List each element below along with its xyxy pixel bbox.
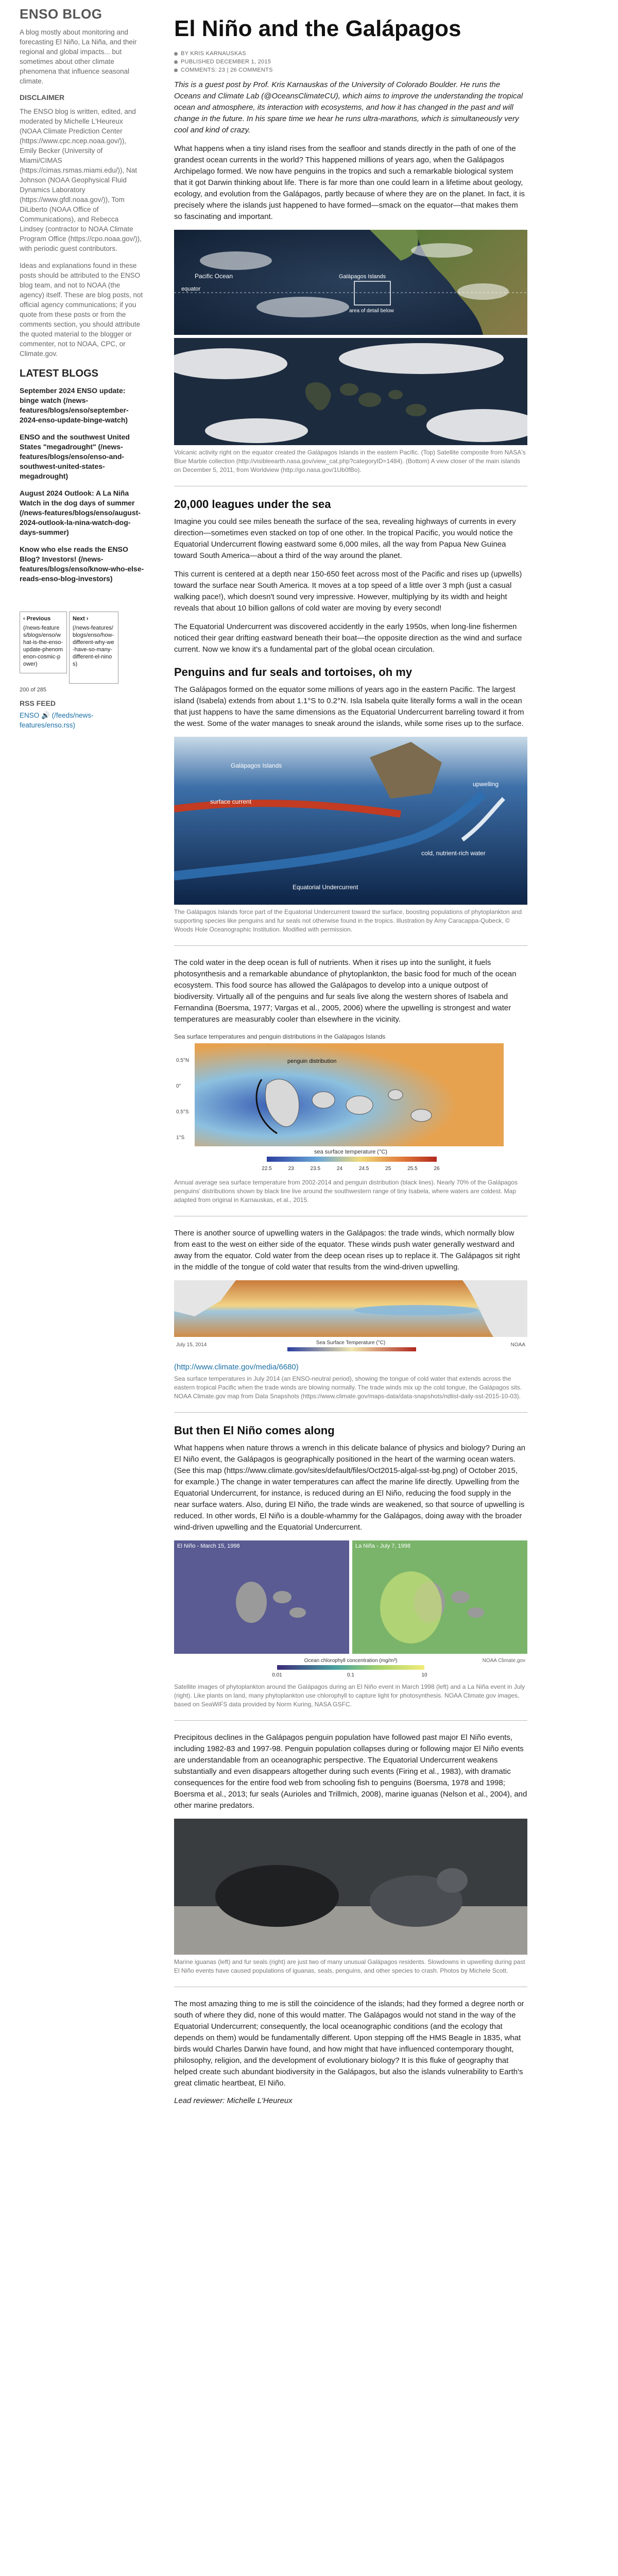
lat-tick: 0.5°N — [176, 1058, 190, 1063]
disclaimer-paragraph-1[interactable]: The ENSO blog is written, edited, and moderated by Michelle L'Heureux (NOAA Climate Prediction Center (https://www.cpc.ncep.noaa.gov/)), Emily Becker (University of Miami/CIMAS (https://cimas.rsmas.miami.edu/)), Nat Johnson (NOAA Geophysical Fluid Dynamics Laboratory (https://www.gfdl.noaa.gov/)), Tom DiLiberto (NOAA Office of Communications), and Rebecca Lindsey (contractor to NOAA Climate Program Office (https://cpo.noaa.gov/)), with periodic guest contributors. — [20, 108, 142, 252]
diagram-background — [174, 737, 527, 905]
next-post-link[interactable] — [69, 612, 118, 684]
media-link[interactable]: (http://www.climate.gov/media/6680) — [174, 1363, 299, 1371]
map-label-detail: area of detail below — [349, 308, 394, 314]
sst2-legend-bar — [287, 1347, 416, 1351]
map-label-pacific: Pacific Ocean — [195, 273, 233, 280]
legend-tick-label: 23 — [288, 1166, 294, 1172]
diagram-label-upwelling: upwelling — [473, 781, 499, 788]
paragraph: The most amazing thing to me is still the coincidence of the islands; had they formed a degree north or south of where they did, none of this would matter. The Galápagos would not stand in the way of the Equatorial Undercurrent; consequently, the local oceanographic conditions (and the ecology that depends on them) would be fundamentally different. Upon stepping off the HMS Beagle in 1835, what birds would Charles Darwin have found, and how might that have influenced contemporary thought, philosophy, religion, and the development of evolutionary biology? It is this fluke of geography that helped create such abundant biodiversity in the Galápagos, but also the islands vulnerability to Earth's great climatic heartbeat, El Niño. — [174, 1999, 524, 2088]
figure-caption: Annual average sea surface temperature from 2002-2014 and penguin distribution (black lines). Nearly 70% of the Galápagos penguins' distributions shown by black line live around the southwestern range of tiny Isabela, where waters are coldest. Map adapted from original in Karnauskas, et al., 2015. — [174, 1179, 518, 1204]
author-icon — [174, 52, 178, 56]
section-heading: But then El Niño comes along — [174, 1424, 335, 1437]
latest-blog-link[interactable]: August 2024 Outlook: A La Niña Watch in the dog days of summer (/news-features/blogs/enso/august-2024-outlook-la-nina-watch-dog-days-summer) — [20, 489, 141, 536]
map-label-galapagos: Galápagos Islands — [339, 274, 386, 280]
figure-caption: Sea surface temperatures in July 2014 (an ENSO-neutral period), showing the tongue of cold water that extends across the eastern tropical Pacific when the trade winds are blowing normally. The trade winds mix up the cold tongue, the Galápagos sits. NOAA Climate.gov map from Data Snapshots (https://www.climate.gov/maps-data/data-snapshots/ndlist-daily-sst-2015-10-03). — [174, 1375, 522, 1400]
article-meta — [174, 49, 527, 74]
rss-feed-title: RSS FEED — [20, 699, 56, 707]
undercurrent-diagram — [174, 737, 527, 905]
sst-penguin-map — [174, 1032, 527, 1175]
iguana-shape — [215, 1865, 339, 1927]
chlorophyll-comparison — [174, 1540, 527, 1680]
sst2-credit: NOAA — [510, 1342, 525, 1348]
paragraph: Precipitous declines in the Galápagos penguin population have followed past major El Niño events, including 1982-83 and 1997-98. Penguin population collapses during or following major El Niño events are understandable from an oceanographic perspective. The Equatorial Undercurrent weakens substantially and even disappears altogether during such events (Firing et al., 1983), with dramatic consequences for the entire food web from schooling fish to penguins (Boersma, 1978 and 1998; Boersma et al., 2013; fur seals (Aurioles and Trillmich, 2008), marine iguanas (Nelson et al., 2004), and other marine predators. — [174, 1733, 527, 1810]
post-navigation — [20, 591, 144, 693]
paragraph: The Galápagos formed on the equator some millions of years ago in the eastern Pacific. The largest island (Isabela) extends from about 1.1°S to 0.2°N. Isla Isabela quite literally forms a wall in the ocean that just happens to have the same dimensions as the Equatorial Undercurrent barreling toward it from the west. Some of the water manages to sneak around the islands, while some rises up to the surface. — [174, 685, 524, 728]
latest-blogs-title: LATEST BLOGS — [20, 368, 98, 379]
paragraph: The Equatorial Undercurrent was discovered accidently in the early 1950s, when long-line fishermen noticed their gear drifting eastward beneath their boat—the opposite direction as the wind and surface current. Now we know it's a fundamental part of the global ocean circulation. — [174, 622, 522, 654]
legend-tick-label: 22.5 — [262, 1166, 272, 1172]
calendar-icon — [174, 60, 178, 64]
article — [174, 15, 527, 2105]
divider — [174, 1720, 527, 1721]
lat-tick: 0° — [176, 1083, 181, 1089]
diagram-label-islands: Galápagos Islands — [231, 762, 282, 769]
lat-tick: 1°S — [176, 1135, 185, 1141]
wildlife-photo — [174, 1819, 527, 1955]
comment-icon — [174, 69, 178, 72]
legend-tick-label: 0.1 — [347, 1672, 354, 1678]
paragraph: What happens when a tiny island rises from the seafloor and stands directly in the path of one of the grandest ocean currents in the world? This happened millions of years ago, when the Galápagos Archipelago formed. We now have penguins in the tropics and such a remarkable biological system that it got Darwin thinking about life. There is far more than one could learn in a lifetime about geology, ecology, and evolution from the Galápagos, partly because of where they are on the planet. In fact, it is precisely where the islands just happened to have formed—smack on the equator—that makes them so fascinating and important. — [174, 144, 525, 221]
diagram-label-undercurrent: Equatorial Undercurrent — [293, 884, 358, 891]
satellite-maps — [174, 230, 527, 445]
section-heading: Penguins and fur seals and tortoises, oh my — [174, 666, 413, 679]
sst2-legend-label: Sea Surface Temperature (°C) — [316, 1340, 386, 1346]
paragraph: The cold water in the deep ocean is full of nutrients. When it rises up into the sunlight, it fuels photosynthesis and a remarkable abundance of phytoplankton, the basic food for much of the ocean ecosystem. This food source has allowed the Galápagos to develop into a unique outpost of biodiversity. Virtually all of the penguins and fur seals live along the western shores of Isabela and Fernandina (Boersma, 1977; Vargas et al., 2005, 2006) where the upwelling is strongest and water temperatures are measurably cooler than elsewhere in the vicinity. — [174, 958, 517, 1024]
divider — [174, 1412, 527, 1413]
blog-brand[interactable]: ENSO BLOG — [20, 6, 102, 22]
author[interactable]: BY KRIS KARNAUSKAS — [181, 50, 246, 57]
disclaimer-note: Ideas and explanations found in these posts should be attributed to the ENSO blog team, and not to NOAA (the agency) itself. These are blog posts, not official agency communications; if you quote from these posts or from the comments section, you should attribute the quoted material to the blogger or commenter, not to NOAA, CPC, or Climate.gov. — [20, 262, 143, 358]
cold-tongue — [354, 1305, 478, 1315]
sst-map-title: Sea surface temperatures and penguin distributions in the Galápagos Islands — [174, 1033, 386, 1040]
lead-reviewer: Lead reviewer: Michelle L'Heureux — [174, 2096, 293, 2105]
pacific-sst-map — [174, 1280, 527, 1358]
diagram-label-surface: surface current — [210, 798, 252, 805]
figure-caption: Satellite images of phytoplankton around the Galápagos during an El Niño event in March 1998 (left) and a La Niña event in July (right). Like plants on land, many phytoplankton use chlorophyll to capture light for photosynthesis. NOAA Climate.gov images, based on SeaWiFS data provided by Norm Kuring, NASA GSFC. — [174, 1683, 525, 1708]
paragraph: This current is centered at a depth near 150-650 feet across most of the Pacific and rises up (upwells) toward the surface near South America. It moves at a top speed of a little over 3 mph (just a casual walking pace!), which doesn't sound very impressive. However, multiplying by its width and height reveals that about 10 billion gallons of cold water are moving by every second! — [174, 570, 522, 613]
latest-blog-link[interactable]: Know who else reads the ENSO Blog? Investors! (/news-features/blogs/enso/know-who-else-reads-enso-blog-investors) — [20, 545, 144, 583]
paragraph: There is another source of upwelling waters in the Galápagos: the trade winds, which normally blow from east to the west on either side of the equator. These winds push water generally westward and away from the equator. Cold water from the deep ocean rises up to replace it. The Galápagos sit right in the middle of the tongue of cold water that results from the wind-driven upwelling. — [174, 1229, 520, 1272]
chl-legend-bar — [277, 1665, 424, 1670]
chl-legend-label: Ocean chlorophyll concentration (mg/m³) — [304, 1658, 398, 1664]
legend-tick-label: 25.5 — [407, 1166, 418, 1172]
next-label: Next › — [73, 616, 89, 622]
figure-caption: The Galápagos Islands force part of the Equatorial Undercurrent toward the surface, boosting populations of phytoplankton and supporting species like penguins and fur seals not otherwise found in the tropics. Illustration by Amy Caracappa-Qubeck, © Woods Hole Oceanographic Institution. Modified with permission. — [174, 908, 522, 933]
previous-post-link[interactable] — [20, 612, 67, 673]
legend-tick-label: 23.5 — [310, 1166, 321, 1172]
satellite-map-figure — [174, 230, 527, 445]
blog-intro: A blog mostly about monitoring and forecasting El Niño, La Niña, and their regional and global impacts... but sometimes about other climate phenomena that influence seasonal climate. — [20, 28, 137, 85]
legend-tick-label: 24 — [336, 1166, 342, 1172]
figure-caption: Marine iguanas (left) and fur seals (right) are just two of many unusual Galápagos residents. Slowdowns in upwelling during past El Niño events have caused populations of iguanas, seals, penguins, and other species to crash. Photos by Michele Scott. — [174, 1958, 525, 1974]
previous-label: ‹ Previous — [23, 616, 51, 622]
el-nino-title: El Niño - March 15, 1998 — [177, 1543, 240, 1549]
sidebar — [20, 6, 144, 730]
legend-tick-label: 26 — [434, 1166, 440, 1172]
legend-tick-label: 10 — [421, 1672, 427, 1678]
disclaimer-text — [20, 107, 144, 253]
divider — [174, 945, 527, 946]
sst-date: July 15, 2014 — [176, 1342, 207, 1348]
legend-tick-label: 25 — [385, 1166, 391, 1172]
sst-legend-label: sea surface temperature (°C) — [314, 1149, 387, 1155]
chl-credit: NOAA Climate.gov — [482, 1658, 525, 1664]
latest-blog-link[interactable]: September 2024 ENSO update: binge watch (/news-features/blogs/enso/september-2024-enso-update-binge-watch) — [20, 386, 129, 424]
disclaimer-label: DISCLAIMER — [20, 93, 65, 101]
la-nina-title: La Niña - July 7, 1998 — [355, 1543, 411, 1549]
map-label-equator: equator — [181, 286, 201, 292]
paragraph: What happens when nature throws a wrench in this delicate balance of physics and biology? During an El Niño event, the Galápagos is geographically positioned in the heart of the warming ocean waters. (See this map (https://www.climate.gov/sites/default/files/Oct2015-algal-sst-bg.png) of October 2015, for example.) The change in water temperatures can affect the marine life directly. Upwelling from the Equatorial Undercurrent, for instance, is reduced during an El Niño, reducing the food supply in the near surface waters. Also, during El Niño, the trade winds are weakened, so that source of upwelling is reduced. In other words, El Niño is a double-whammy for the Galápagos, doing away with the broader wind-driven upwelling and the Equatorial Undercurrent. — [174, 1444, 526, 1532]
penguin-annotation: penguin distribution — [287, 1058, 337, 1064]
lat-tick: 0.5°S — [176, 1109, 189, 1115]
paragraph: Imagine you could see miles beneath the surface of the sea, revealing highways of currents in every direction—sometimes even stacked on top of one other. In the tropical Pacific, you would notice the Equatorial Undercurrent flowing eastward some 6,000 miles, all the way from Papua New Guinea toward South America—about a third of the way around the planet. — [174, 517, 516, 560]
article-title: El Niño and the Galápagos — [174, 16, 461, 41]
post-count: 200 of 285 — [20, 687, 46, 693]
latest-blog-link[interactable]: ENSO and the southwest United States "megadrought" (/news-features/blogs/enso/enso-and-southwest-united-states-megadrought) — [20, 433, 130, 480]
sst-legend-ticks — [262, 1166, 440, 1172]
publish-date: PUBLISHED DECEMBER 1, 2015 — [181, 59, 271, 65]
chl-legend-ticks — [272, 1672, 427, 1678]
comments-count[interactable]: COMMENTS: 23 | 26 COMMENTS — [181, 67, 273, 73]
chlorophyll-bloom — [380, 1571, 442, 1643]
legend-tick-label: 24.5 — [358, 1166, 369, 1172]
section-heading: 20,000 leagues under the sea — [174, 498, 331, 511]
sst-map-surface — [195, 1043, 504, 1146]
next-post-text: (/news-features/blogs/enso/how-different-why-we-have-so-many-different-el-ninos) — [73, 625, 114, 667]
legend-tick-label: 0.01 — [272, 1672, 282, 1678]
figure-caption: Volcanic activity right on the equator created the Galápagos Islands in the eastern Pacific. (Top) Satellite composite from NASA's Blue Marble collection (http://visibleearth.nasa.gov/view_cat.php?categoryID=1484). (Bottom) A view closer of the main islands on December 5, 2011, from Worldview (http://go.nasa.gov/1Ub0fBo). — [174, 449, 526, 473]
sst-legend-bar — [267, 1157, 437, 1162]
diagram-label-cold-water: cold, nutrient-rich water — [421, 850, 486, 857]
fur-seal-head — [437, 1868, 468, 1893]
rss-feed-link[interactable]: ENSO 🔊 (/feeds/news-features/enso.rss) — [20, 711, 94, 729]
guest-intro: This is a guest post by Prof. Kris Karnauskas of the University of Colorado Boulder. He runs the Oceans and Climate Lab (@OceansClimateCU), which aims to improve the understanding the tropical ocean and atmosphere, its interaction with ecosystems, and how it has changed in the past and will change in the future. In his spare time we hear he runs ultra-marathons, which is simultaneously very cool and kind of crazy. — [174, 80, 523, 134]
previous-post-text: (/news-features/blogs/enso/what-is-the-enso-update-phenomenon-cosmic-power) — [23, 625, 63, 667]
